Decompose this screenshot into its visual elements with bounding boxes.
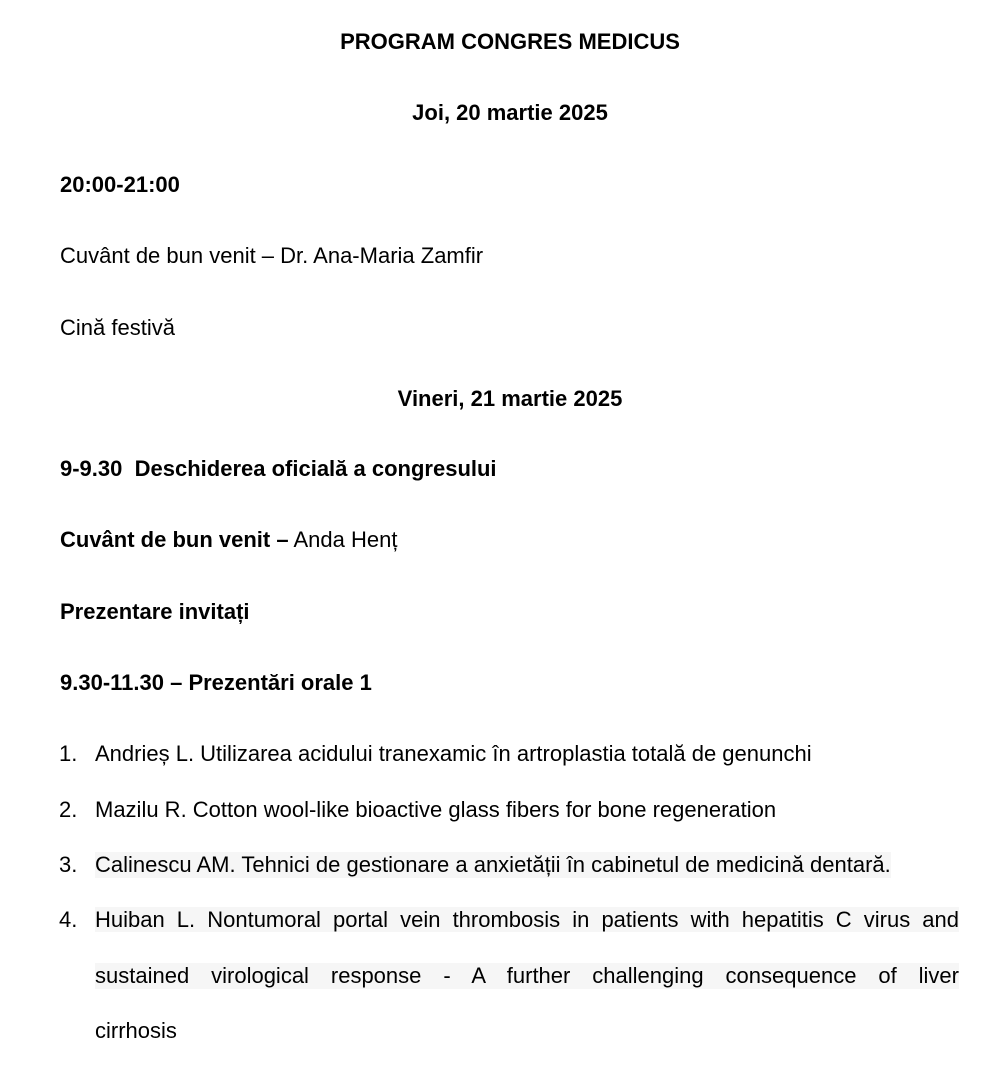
list-item-text-line1: Huiban L. Nontumoral portal vein thrombosis in patients with hepatitis C virus and: [95, 907, 959, 932]
list-item-text: Mazilu R. Cotton wool-like bioactive glass fibers for bone regeneration: [95, 797, 777, 822]
guests-presentation: Prezentare invitați: [60, 599, 250, 624]
session1-heading: 9.30-11.30 – Prezentări orale 1: [60, 670, 372, 695]
day1-dinner: Cină festivă: [60, 315, 175, 340]
opening-session: [60, 456, 497, 482]
list-item-text-line3: cirrhosis: [95, 1018, 177, 1043]
day1-heading: Joi, 20 martie 2025: [412, 100, 608, 125]
day2-welcome-name: Anda Henț: [293, 527, 398, 552]
document-title: PROGRAM CONGRES MEDICUS: [340, 29, 680, 54]
list-item-number: 2.: [59, 797, 78, 822]
list-item-number: 1.: [59, 741, 78, 766]
day2-welcome: [60, 527, 397, 553]
list-item-text: Andrieș L. Utilizarea acidului tranexamic în artroplastia totală de genunchi: [95, 741, 812, 766]
day2-heading: Vineri, 21 martie 2025: [397, 386, 623, 411]
day2-welcome-label: Cuvânt de bun venit –: [60, 527, 289, 552]
day1-welcome: Cuvânt de bun venit – Dr. Ana-Maria Zamfir: [60, 243, 484, 268]
list-item-number: 3.: [59, 852, 78, 877]
list-item-text-line2: sustained virological response - A further challenging consequence of liver: [95, 963, 959, 988]
list-item-number: 4.: [59, 907, 78, 932]
opening-title: Deschiderea oficială a congresului: [134, 456, 497, 481]
list-item-text: Calinescu AM. Tehnici de gestionare a anxietății în cabinetul de medicină dentară.: [95, 852, 891, 877]
day1-time: 20:00-21:00: [60, 172, 180, 197]
opening-time: 9-9.30: [60, 456, 123, 481]
